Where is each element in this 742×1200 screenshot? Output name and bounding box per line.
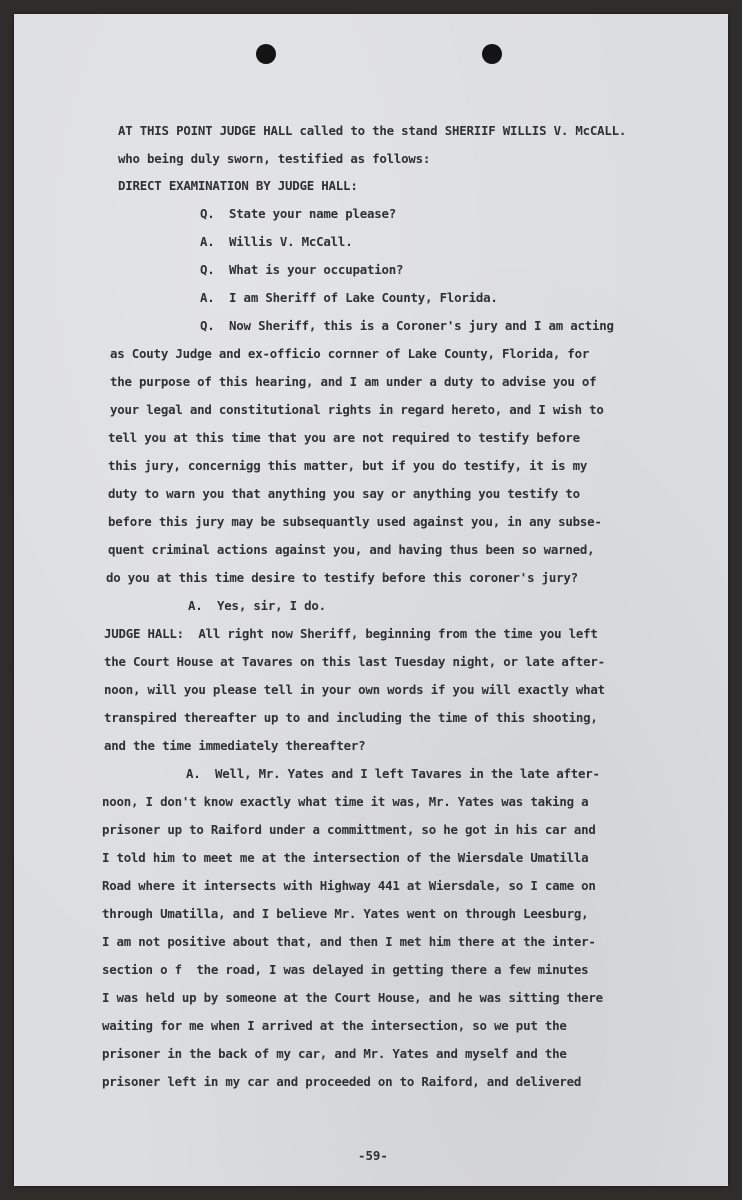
text-line: prisoner in the back of my car, and Mr. Yates and myself and the xyxy=(102,1046,567,1061)
page-number: -59- xyxy=(358,1148,388,1163)
text-line: Q. State your name please? xyxy=(200,206,397,221)
text-line: before this jury may be subsequantly used against you, in any subse- xyxy=(108,514,602,529)
text-line: do you at this time desire to testify before this coroner's jury? xyxy=(106,570,578,585)
text-line: noon, I don't know exactly what time it was, Mr. Yates was taking a xyxy=(102,794,589,809)
transcript-text xyxy=(14,14,728,1186)
text-line: quent criminal actions against you, and having thus been so warned, xyxy=(108,542,595,557)
text-line: transpired thereafter up to and including the time of this shooting, xyxy=(104,710,598,725)
text-line: A. I am Sheriff of Lake County, Florida. xyxy=(200,290,498,305)
text-line: prisoner up to Raiford under a committment, so he got in his car and xyxy=(102,822,596,837)
text-line: this jury, concernigg this matter, but if you do testify, it is my xyxy=(108,458,588,473)
text-line: Q. What is your occupation? xyxy=(200,262,404,277)
text-line: who being duly sworn, testified as follows: xyxy=(118,151,431,166)
text-line: tell you at this time that you are not required to testify before xyxy=(108,430,580,445)
text-line: the Court House at Tavares on this last Tuesday night, or late after- xyxy=(104,654,605,669)
text-line: duty to warn you that anything you say or anything you testify to xyxy=(108,486,580,501)
text-line: section o f the road, I was delayed in getting there a few minutes xyxy=(102,962,589,977)
text-line: JUDGE HALL: All right now Sheriff, beginning from the time you left xyxy=(104,626,598,641)
text-line: Q. Now Sheriff, this is a Coroner's jury and I am acting xyxy=(200,318,614,333)
text-line: through Umatilla, and I believe Mr. Yates went on through Leesburg, xyxy=(102,906,589,921)
text-line: I was held up by someone at the Court House, and he was sitting there xyxy=(102,990,603,1005)
text-line: I am not positive about that, and then I met him there at the inter- xyxy=(102,934,596,949)
document-page xyxy=(14,14,728,1186)
text-line: A. Well, Mr. Yates and I left Tavares in the late after- xyxy=(186,766,600,781)
text-line: AT THIS POINT JUDGE HALL called to the stand SHERIIF WILLIS V. McCALL. xyxy=(118,123,627,138)
text-line: I told him to meet me at the intersection of the Wiersdale Umatilla xyxy=(102,850,589,865)
text-line: and the time immediately thereafter? xyxy=(104,738,366,753)
text-line: prisoner left in my car and proceeded on to Raiford, and delivered xyxy=(102,1074,582,1089)
text-line: as Couty Judge and ex-officio cornner of Lake County, Florida, for xyxy=(110,346,590,361)
text-line: A. Willis V. McCall. xyxy=(200,234,353,249)
text-line: A. Yes, sir, I do. xyxy=(188,598,326,613)
text-line: noon, will you please tell in your own words if you will exactly what xyxy=(104,682,605,697)
text-line: DIRECT EXAMINATION BY JUDGE HALL: xyxy=(118,178,358,193)
text-line: the purpose of this hearing, and I am under a duty to advise you of xyxy=(110,374,597,389)
text-line: waiting for me when I arrived at the intersection, so we put the xyxy=(102,1018,567,1033)
text-line: Road where it intersects with Highway 441 at Wiersdale, so I came on xyxy=(102,878,596,893)
text-line: your legal and constitutional rights in regard hereto, and I wish to xyxy=(110,402,604,417)
